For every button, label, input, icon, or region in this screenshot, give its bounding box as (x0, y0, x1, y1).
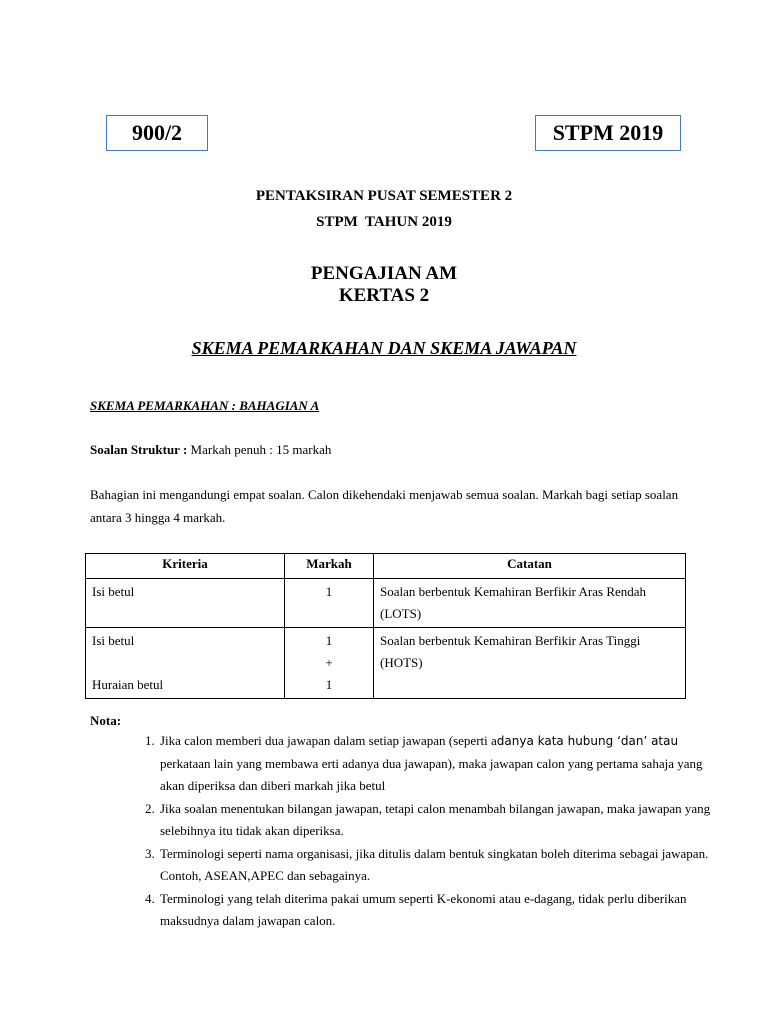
criteria-table (85, 553, 686, 699)
section-a-heading: SKEMA PEMARKAHAN : BAHAGIAN A (90, 398, 320, 413)
header-kriteria: Kriteria (86, 554, 285, 579)
nota-label: Nota: (90, 713, 122, 728)
list-item (158, 888, 718, 933)
paper-code: 900/2 (131, 120, 183, 145)
note-text: Jika soalan menentukan bilangan jawapan, tetapi calon menambah bilangan jawapan, maka jawapan yang selebihnya itu tidak akan diperiksa. (160, 800, 711, 838)
markah-line: 1 (325, 584, 333, 599)
kriteria-line: Huraian betul (92, 677, 164, 692)
table-row (86, 579, 686, 628)
markah-cell (285, 579, 374, 628)
scheme-title: SKEMA PEMARKAHAN DAN SKEMA JAWAPAN (191, 338, 577, 358)
exam-year-box (535, 115, 681, 151)
assessment-year: STPM TAHUN 2019 (316, 214, 452, 230)
list-item (158, 798, 718, 843)
note-text: Jika calon memberi dua jawapan dalam setiap jawapan (seperti a (160, 733, 497, 748)
paper-code-box (106, 115, 208, 151)
list-item (158, 843, 718, 888)
list-item (158, 730, 718, 798)
catatan-cell: Soalan berbentuk Kemahiran Berfikir Aras Tinggi (HOTS) (374, 628, 686, 699)
table-header-row (86, 554, 686, 579)
kriteria-cell (86, 579, 285, 628)
kriteria-line: Isi betul (92, 584, 135, 599)
kriteria-cell (86, 628, 285, 699)
header-markah: Markah (285, 554, 374, 579)
kriteria-line (92, 652, 278, 674)
subject-title: PENGAJIAN AM (310, 263, 458, 284)
structure-line (90, 442, 331, 458)
exam-label: STPM 2019 (552, 120, 664, 145)
note-text: perkataan lain yang membawa erti adanya dua jawapan), maka jawapan calon yang pertama sahaja yang akan diperiksa dan diberi markah jika betul (160, 755, 703, 793)
kriteria-line: Isi betul (92, 633, 135, 648)
structure-value: Markah penuh : 15 markah (187, 442, 332, 457)
header-catatan: Catatan (374, 554, 686, 579)
note-text-alt: danya kata hubung ‘dan’ atau (496, 734, 679, 748)
note-text: Terminologi seperti nama organisasi, jika ditulis dalam bentuk singkatan boleh diterima sebagai jawapan. Contoh, ASEAN,APEC dan sebagainya. (160, 845, 709, 883)
table-row (86, 628, 686, 699)
catatan-cell: Soalan berbentuk Kemahiran Berfikir Aras Rendah (LOTS) (374, 579, 686, 628)
assessment-title: PENTAKSIRAN PUSAT SEMESTER 2 (255, 188, 513, 204)
paper-title: KERTAS 2 (338, 285, 430, 306)
markah-line: 1 (325, 633, 333, 648)
markah-cell (285, 628, 374, 699)
nota-list (118, 730, 718, 933)
markah-line: + (325, 655, 333, 670)
structure-label: Soalan Struktur : (90, 442, 188, 457)
markah-line: 1 (325, 677, 333, 692)
note-text: Terminologi yang telah diterima pakai umum seperti K-ekonomi atau e-dagang, tidak perlu diberikan maksudnya dalam jawapan calon. (160, 890, 687, 928)
section-intro: Bahagian ini mengandungi empat soalan. Calon dikehendaki menjawab semua soalan. Markah bagi setiap soalan antara 3 hingga 4 markah. (90, 487, 679, 525)
